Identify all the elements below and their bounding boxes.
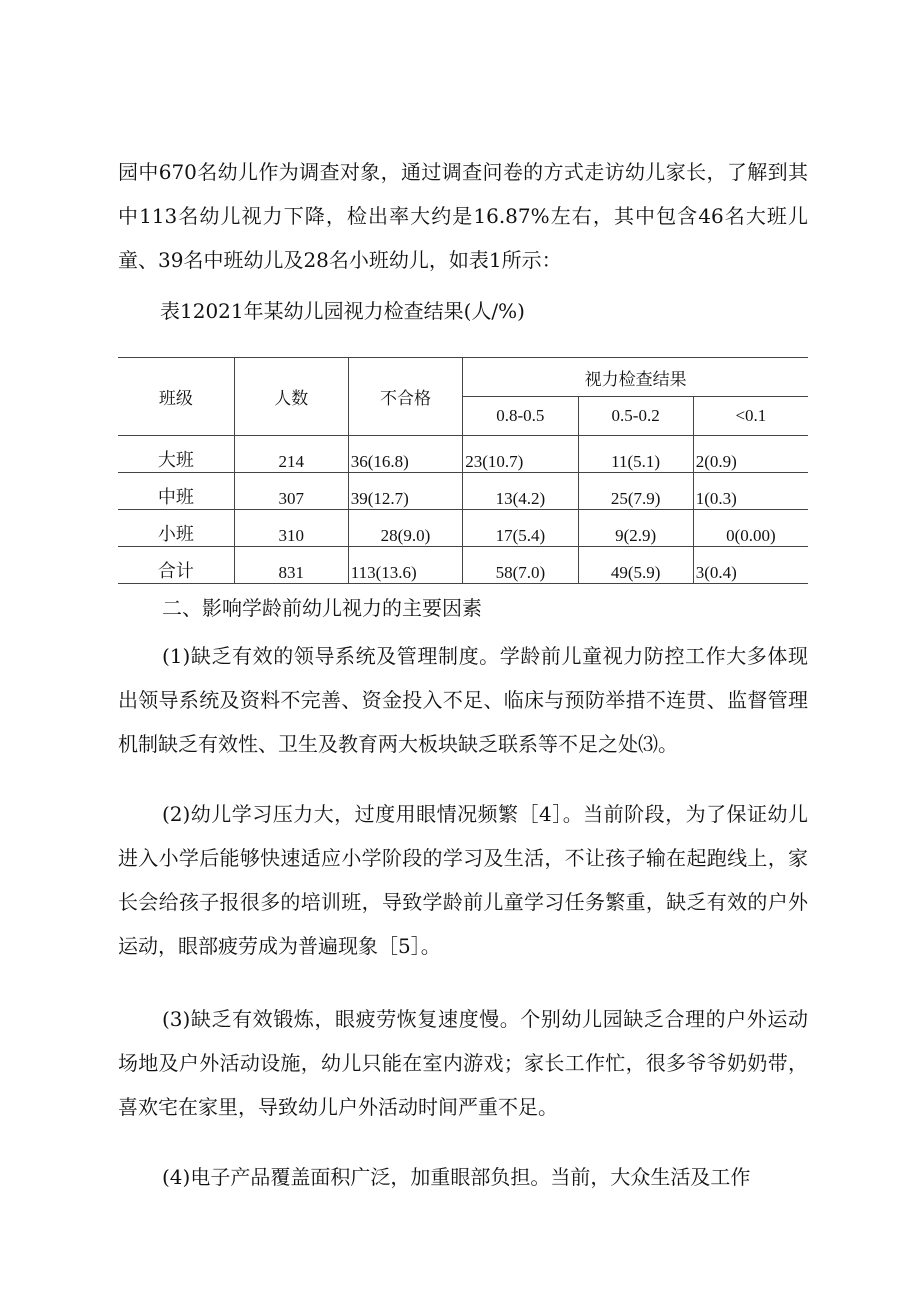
cell-count: 310 — [234, 510, 348, 547]
row-label: 合计 — [118, 547, 234, 584]
factor-4-paragraph: (4)电子产品覆盖面积广泛，加重眼部负担。当前，大众生活及工作 — [162, 1165, 751, 1189]
header-count: 人数 — [234, 358, 348, 436]
header-fail: 不合格 — [348, 358, 462, 436]
intro-paragraph: 园中670名幼儿作为调查对象，通过调查问卷的方式走访幼儿家长，了解到其中113名幼儿视力下降，检出率大约是16.87%左右，其中包含46名大班儿童、39名中班幼儿及28名小班幼儿，如表1所示： — [118, 160, 808, 272]
header-range-1: 0.8-0.5 — [463, 397, 578, 436]
cell-count: 831 — [234, 547, 348, 584]
cell-fail: 36(16.8) — [348, 436, 462, 473]
table-caption: 表12021年某幼儿园视力检查结果(人/%) — [160, 299, 525, 323]
cell-range-3: 1(0.3) — [693, 473, 808, 510]
vision-results-table — [118, 357, 808, 584]
table-row — [118, 473, 808, 510]
factor-3-paragraph: (3)缺乏有效锻炼，眼疲劳恢复速度慢。个别幼儿园缺乏合理的户外运动场地及户外活动设施，幼儿只能在室内游戏；家长工作忙，很多爷爷奶奶带，喜欢宅在家里，导致幼儿户外活动时间严重不足。 — [118, 1007, 808, 1119]
header-range-2: 0.5-0.2 — [578, 397, 693, 436]
header-vision-result: 视力检查结果 — [463, 358, 808, 397]
cell-fail: 28(9.0) — [348, 510, 462, 547]
cell-fail: 39(12.7) — [348, 473, 462, 510]
header-class: 班级 — [118, 358, 234, 436]
cell-range-2: 11(5.1) — [578, 436, 693, 473]
header-range-3: <0.1 — [693, 397, 808, 436]
table-row — [118, 436, 808, 473]
cell-range-1: 17(5.4) — [463, 510, 578, 547]
cell-range-1: 13(4.2) — [463, 473, 578, 510]
cell-range-3: 3(0.4) — [693, 547, 808, 584]
cell-count: 214 — [234, 436, 348, 473]
table-row — [118, 547, 808, 584]
cell-range-2: 49(5.9) — [578, 547, 693, 584]
factor-2-paragraph: (2)幼儿学习压力大，过度用眼情况频繁［4］。当前阶段，为了保证幼儿进入小学后能够快速适应小学阶段的学习及生活，不让孩子输在起跑线上，家长会给孩子报很多的培训班，导致学龄前儿童学习任务繁重，缺乏有效的户外运动，眼部疲劳成为普遍现象［5］。 — [118, 802, 808, 958]
cell-count: 307 — [234, 473, 348, 510]
cell-range-1: 58(7.0) — [463, 547, 578, 584]
cell-range-2: 25(7.9) — [578, 473, 693, 510]
row-label: 中班 — [118, 473, 234, 510]
cell-range-2: 9(2.9) — [578, 510, 693, 547]
cell-range-3: 2(0.9) — [693, 436, 808, 473]
cell-fail: 113(13.6) — [348, 547, 462, 584]
section-heading: 二、影响学龄前幼儿视力的主要因素 — [162, 596, 482, 620]
cell-range-1: 23(10.7) — [463, 436, 578, 473]
table-row — [118, 510, 808, 547]
row-label: 大班 — [118, 436, 234, 473]
cell-range-3: 0(0.00) — [693, 510, 808, 547]
factor-1-paragraph: (1)缺乏有效的领导系统及管理制度。学龄前儿童视力防控工作大多体现出领导系统及资料不完善、资金投入不足、临床与预防举措不连贯、监督管理机制缺乏有效性、卫生及教育两大板块缺乏联系等不足之处⑶。 — [118, 644, 808, 756]
row-label: 小班 — [118, 510, 234, 547]
